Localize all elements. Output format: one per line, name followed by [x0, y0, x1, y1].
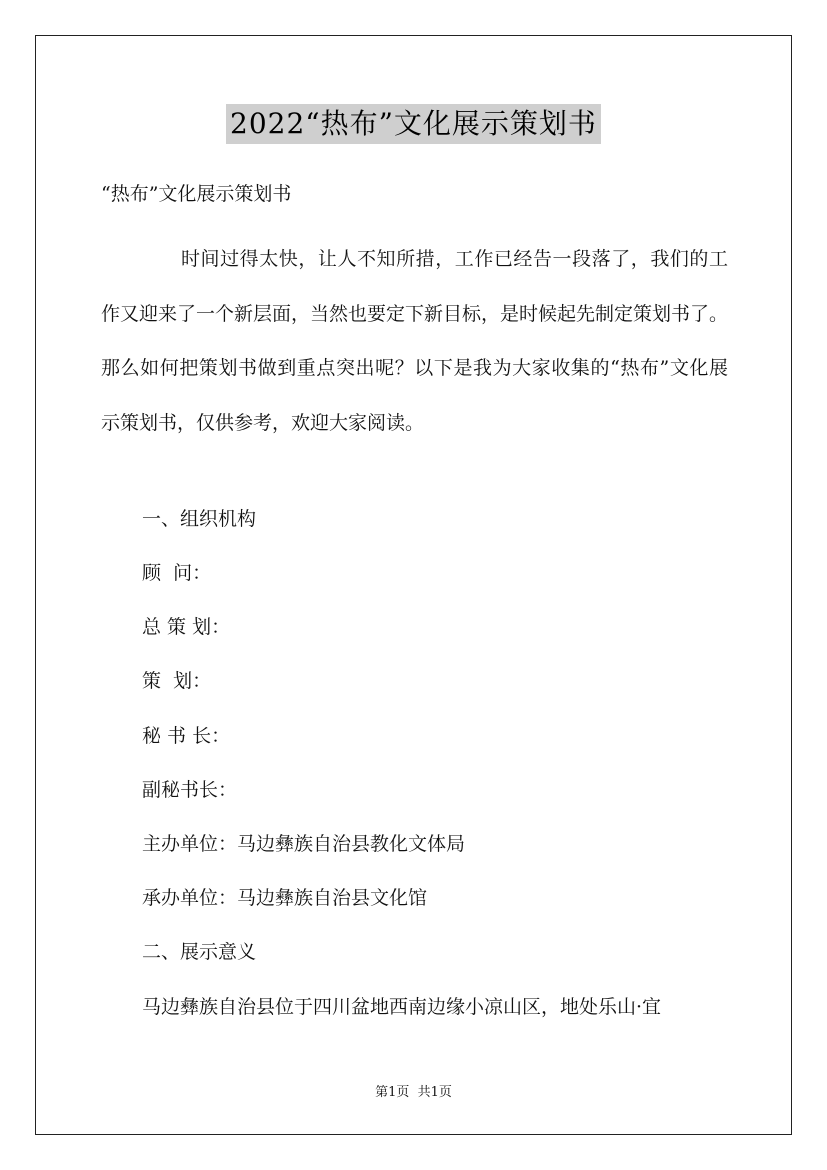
org-line-host-unit: 主办单位：马边彝族自治县教化文体局 — [142, 833, 466, 855]
page-footer: 第1页 共1页 — [375, 1085, 452, 1100]
org-line-organizer-unit: 承办单位：马边彝族自治县文化馆 — [142, 887, 428, 909]
title-container — [0, 104, 827, 144]
section-heading-significance: 二、展示意义 — [142, 941, 257, 963]
org-line-deputy-secretary-general: 副秘书长： — [142, 779, 238, 801]
section-heading-organization: 一、组织机构 — [142, 508, 257, 530]
org-line-secretary-general: 秘 书 长： — [142, 725, 231, 747]
significance-paragraph-line: 马边彝族自治县位于四川盆地西南边缘小凉山区，地处乐山·宜 — [142, 996, 662, 1018]
document-title: 2022“热布”文化展示策划书 — [226, 104, 601, 144]
document-subtitle: “热布”文化展示策划书 — [101, 183, 292, 205]
intro-paragraph: 时间过得太快，让人不知所措，工作已经告一段落了，我们的工作又迎来了一个新层面，当然也要定下新目标，是时候起先制定策划书了。那么如何把策划书做到重点突出呢？以下是我为大家收集的“热布”文化展示策划书，仅供参考，欢迎大家阅读。 — [101, 248, 729, 434]
org-line-planner: 策 划： — [142, 670, 212, 692]
org-line-chief-planner: 总 策 划： — [142, 616, 231, 638]
org-line-advisor: 顾 问： — [142, 562, 212, 584]
